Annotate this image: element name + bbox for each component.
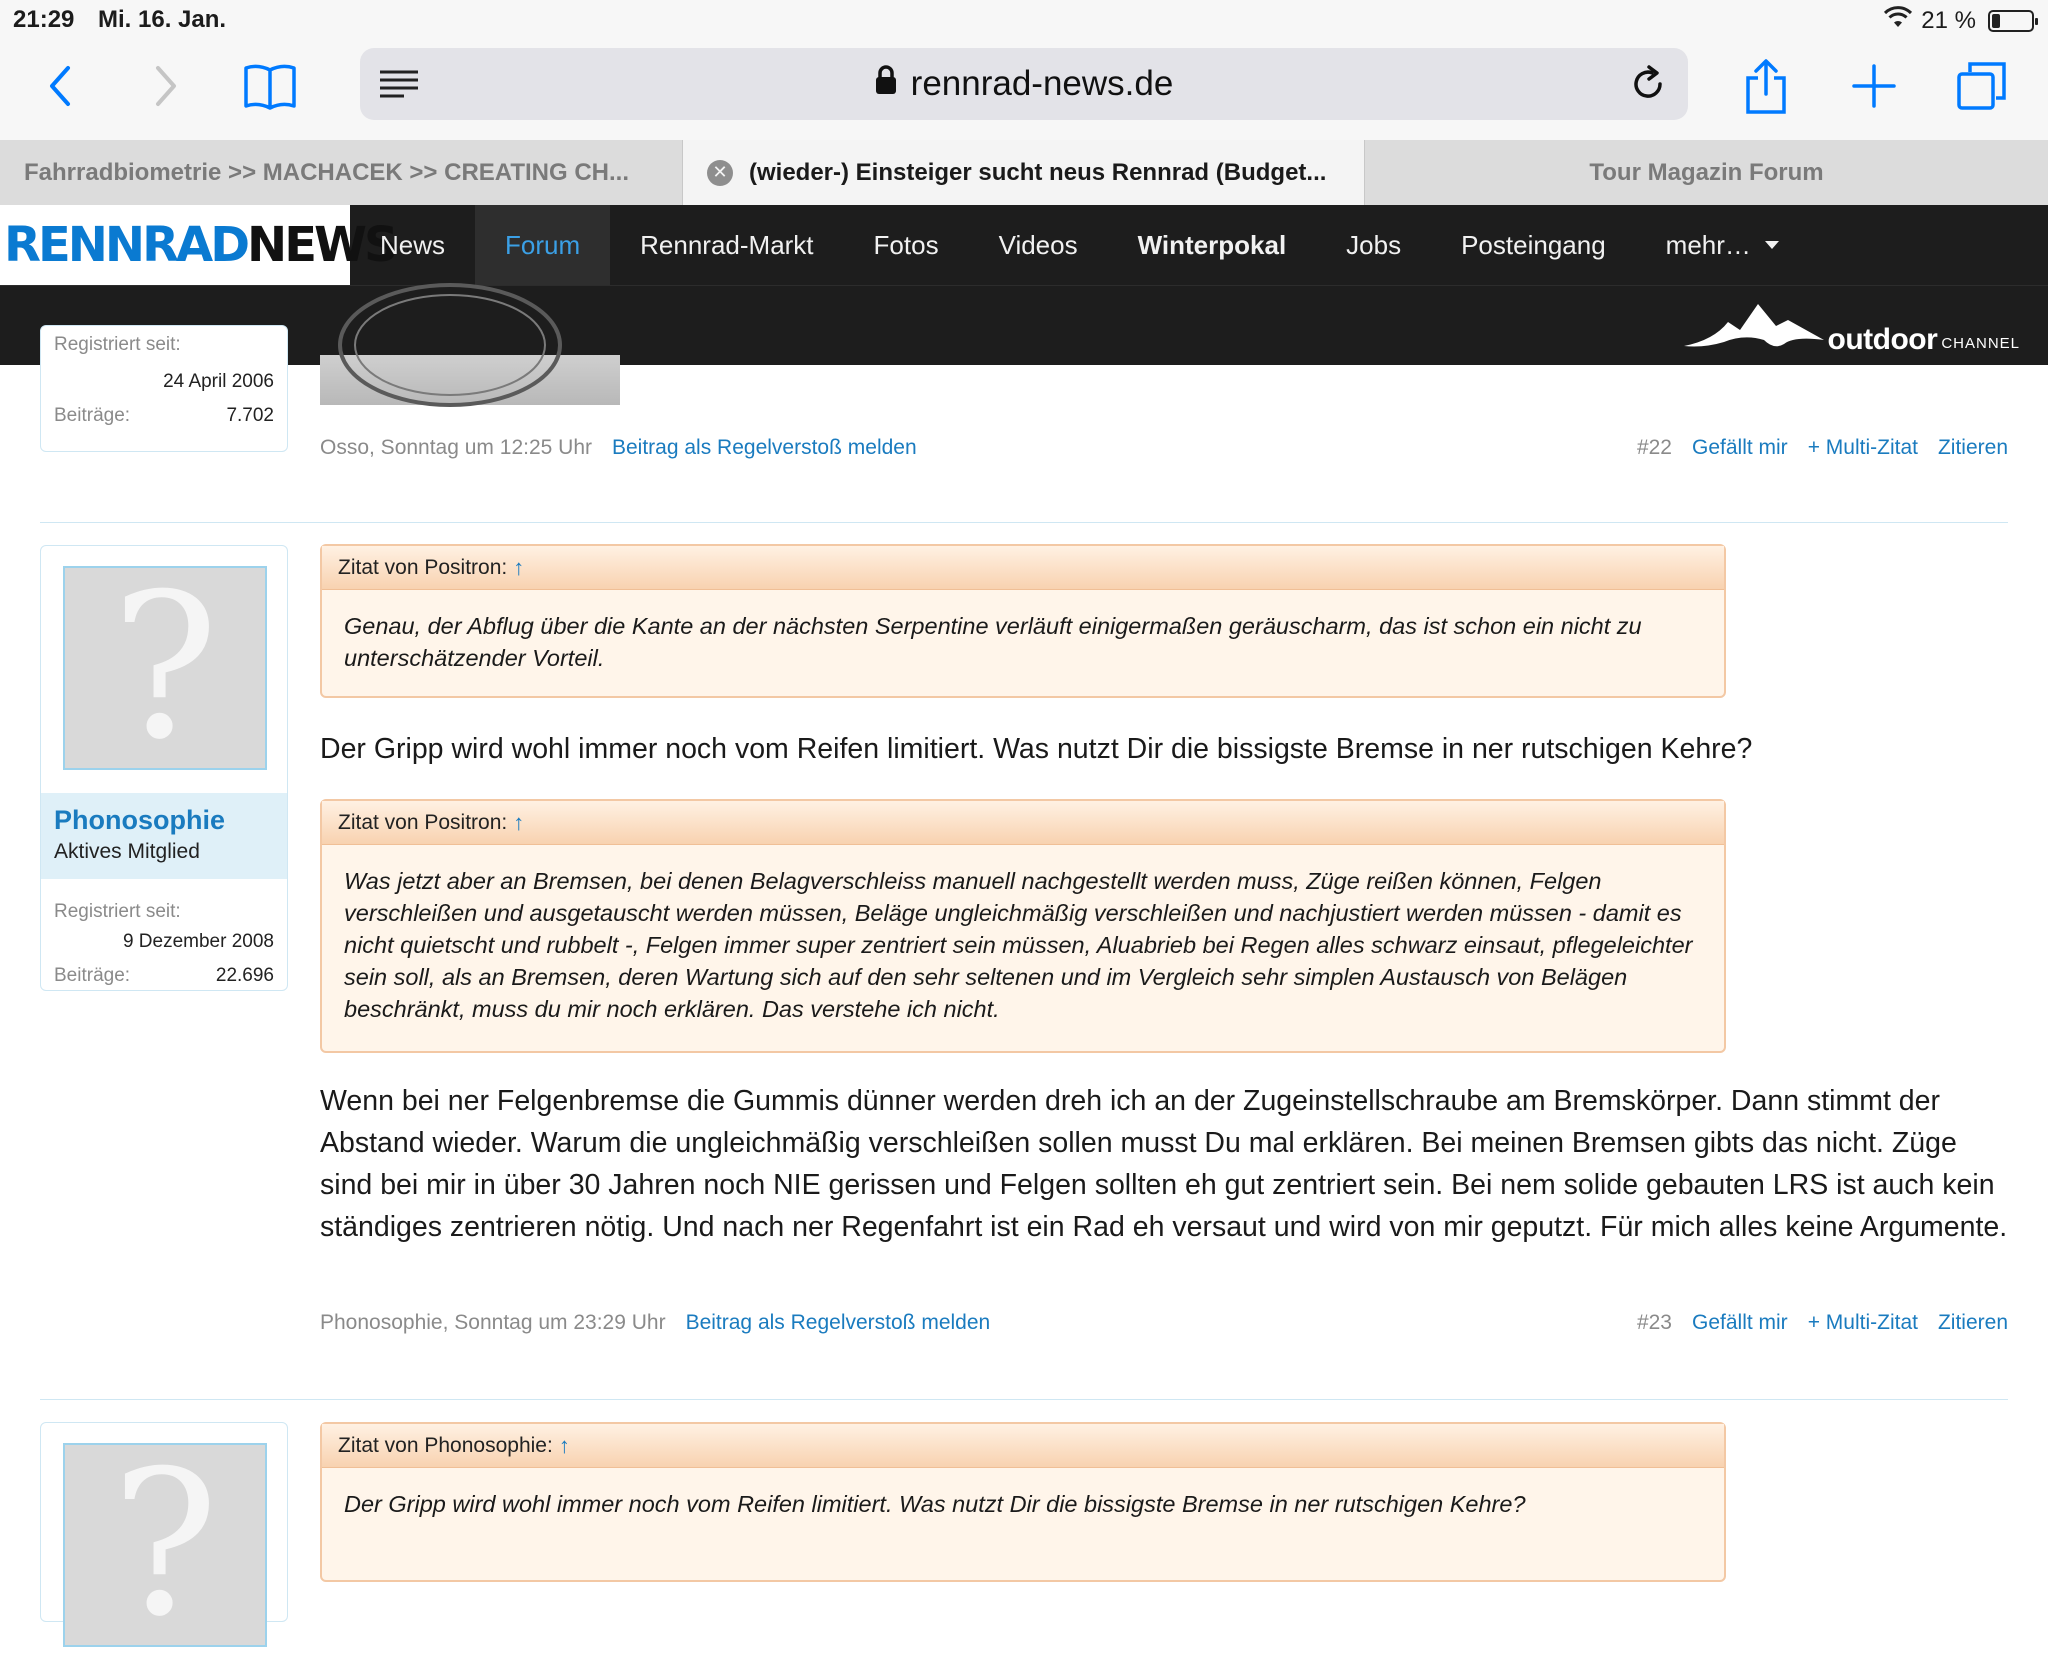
tab-label: (wieder-) Einsteiger sucht neus Rennrad (Budget... — [749, 158, 1327, 186]
post-meta: Osso, Sonntag um 12:25 Uhr — [320, 436, 592, 459]
registered-date: 9 Dezember 2008 — [122, 931, 274, 952]
logo-rennrad: RENNRAD — [4, 217, 248, 273]
quote-link[interactable]: Zitieren — [1937, 436, 2008, 459]
posts-label: Beiträge: — [54, 965, 131, 986]
post-number[interactable]: #22 — [1636, 436, 1672, 459]
post-separator — [40, 522, 2008, 523]
status-right — [1883, 5, 2034, 36]
avatar[interactable] — [63, 1428, 267, 1661]
nav-label: Rennrad-Markt — [640, 229, 814, 260]
url-text: rennrad-news.de — [910, 64, 1174, 103]
avatar[interactable] — [63, 551, 267, 784]
post-meta: Phonosophie, Sonntag um 23:29 Uhr — [320, 1311, 666, 1334]
posts-label: Beiträge: — [54, 405, 131, 426]
nav-label: Fotos — [873, 229, 939, 260]
tabs-icon[interactable] — [1952, 56, 2012, 116]
prev-user-box — [40, 325, 288, 452]
quote-block — [320, 799, 1726, 1053]
battery-level — [1992, 14, 2000, 28]
user-box — [40, 545, 288, 991]
user-id-block — [41, 793, 287, 879]
close-icon[interactable]: ✕ — [707, 160, 733, 186]
post-number[interactable]: #23 — [1636, 1311, 1672, 1334]
username[interactable]: Phonosophie — [54, 805, 225, 835]
arrow-up-icon[interactable]: ↑ — [513, 809, 525, 835]
nav-label: Jobs — [1346, 229, 1402, 260]
tab-fahrradbiometrie[interactable] — [0, 140, 683, 205]
like-link[interactable]: Gefällt mir — [1692, 1311, 1788, 1334]
multi-quote-link[interactable]: + Multi-Zitat — [1807, 436, 1918, 459]
nav-fotos[interactable] — [844, 205, 969, 285]
registered-date: 24 April 2006 — [163, 371, 274, 392]
browser-tabs — [0, 140, 2048, 205]
outdoor-channel-logo[interactable] — [1684, 300, 2020, 357]
nav-label: mehr… — [1665, 229, 1751, 260]
registered-label: Registriert seit: — [54, 901, 181, 922]
post-image[interactable] — [320, 355, 620, 405]
quote-link[interactable]: Zitieren — [1937, 1311, 2008, 1334]
quote-text: Der Gripp wird wohl immer noch vom Reifen limitiert. Was nutzt Dir die bissigste Bremse in ner rutschigen Kehre? — [344, 1491, 1526, 1517]
site-nav — [0, 205, 2048, 285]
quote-author: Zitat von Positron: — [338, 555, 508, 579]
nav-label: Winterpokal — [1137, 229, 1287, 260]
nav-winterpokal[interactable] — [1108, 205, 1317, 285]
tab-tour-magazin[interactable] — [1365, 140, 2048, 205]
nav-jobs[interactable] — [1316, 205, 1431, 285]
site-subbar — [0, 285, 2048, 365]
multi-quote-link[interactable]: + Multi-Zitat — [1807, 1311, 1918, 1334]
posts-count: 7.702 — [226, 405, 274, 426]
nav-forum[interactable] — [475, 205, 610, 285]
reply-text: Wenn bei ner Felgenbremse die Gummis dünner werden dreh ich an der Zugeinstellschraube am Bremskörper. Dann stimmt der Abstand wieder. Warum die ungleichmäßig verschleißen sollen musst Du mal erklären. Bei meinen Bremsen gibts das nicht. Züge sind bei mir in über 30 Jahren noch NIE gerissen und Felgen sollten eh gut zentriert sein. Bei nem solide gebauten LRS ist auch kein ständiges zentrieren nötig. Und nach ner Regenfahrt ist ein Rad eh versaut und wird von mir geputzt. Für mich alles keine Argumente. — [320, 1085, 2008, 1243]
arrow-up-icon[interactable]: ↑ — [513, 554, 525, 580]
wifi-icon — [1883, 5, 1913, 36]
quote-header — [322, 546, 1724, 590]
quote-author: Zitat von Positron: — [338, 810, 508, 834]
bicycle-wheel-icon — [320, 355, 620, 405]
next-user-box — [40, 1422, 288, 1661]
reload-icon[interactable] — [1628, 64, 1668, 109]
post-actions — [1637, 1311, 2008, 1335]
lock-icon — [875, 64, 897, 104]
plus-icon[interactable] — [1844, 56, 1904, 116]
reply-text: Der Gripp wird wohl immer noch vom Reifen limitiert. Was nutzt Dir die bissigste Bremse in ner rutschigen Kehre? — [320, 733, 1753, 765]
address-bar[interactable] — [360, 48, 1688, 120]
share-icon[interactable] — [1736, 56, 1796, 116]
quote-author: Zitat von Phonosophie: — [338, 1433, 553, 1457]
battery-percent: 21 % — [1921, 6, 1976, 34]
quote-header — [322, 801, 1724, 845]
user-title: Aktives Mitglied — [54, 840, 200, 863]
site-logo[interactable] — [0, 205, 396, 285]
post-separator — [40, 1399, 2008, 1400]
nav-mehr[interactable] — [1636, 205, 1809, 285]
tab-label: Tour Magazin Forum — [1589, 158, 1824, 186]
browser-toolbar — [0, 38, 2048, 140]
nav-rennrad-markt[interactable] — [610, 205, 843, 285]
tab-label: Fahrradbiometrie >> MACHACEK >> CREATING CH... — [24, 158, 629, 186]
nav-label: Posteingang — [1461, 229, 1606, 260]
outdoor-word: outdoor — [1827, 323, 1938, 356]
post-actions — [1637, 436, 2008, 460]
question-mark-icon: ? — [111, 1428, 219, 1661]
nav-items — [350, 205, 1809, 285]
outdoor-channel: CHANNEL — [1941, 335, 2020, 352]
status-date: Mi. 16. Jan. — [98, 6, 227, 33]
nav-videos[interactable] — [969, 205, 1108, 285]
nav-news[interactable] — [350, 205, 475, 285]
posts-count: 22.696 — [215, 965, 274, 986]
nav-posteingang[interactable] — [1431, 205, 1636, 285]
nav-label: News — [380, 229, 446, 260]
report-link[interactable]: Beitrag als Regelverstoß melden — [685, 1311, 991, 1334]
url-display[interactable] — [360, 48, 1688, 120]
mountain-icon — [1684, 300, 1824, 357]
logo-news: NEWS — [247, 217, 396, 273]
quote-header — [322, 1424, 1724, 1468]
tab-einsteiger[interactable] — [683, 140, 1365, 205]
quote-text: Genau, der Abflug über die Kante an der nächsten Serpentine verläuft einigermaßen geräuscharm, das ist schon ein nicht zu unterschätzender Vorteil. — [344, 613, 1642, 671]
quote-block — [320, 544, 1726, 698]
chevron-left-icon[interactable] — [30, 56, 90, 116]
prev-post-footer — [320, 433, 2008, 463]
caret-down-icon — [1765, 241, 1779, 249]
post-footer — [320, 1308, 2008, 1338]
report-link[interactable]: Beitrag als Regelverstoß melden — [612, 436, 917, 459]
registered-label: Registriert seit: — [54, 334, 181, 355]
nav-label: Forum — [505, 229, 581, 260]
chevron-right-icon[interactable] — [136, 56, 196, 116]
battery-icon — [1988, 10, 2034, 32]
quote-block — [320, 1422, 1726, 1582]
nav-label: Videos — [998, 229, 1078, 260]
question-mark-icon: ? — [111, 551, 219, 784]
status-bar — [0, 0, 2048, 38]
status-time: 21:29 — [13, 6, 75, 33]
arrow-up-icon[interactable]: ↑ — [558, 1432, 570, 1458]
book-icon[interactable] — [240, 56, 300, 116]
like-link[interactable]: Gefällt mir — [1692, 436, 1788, 459]
quote-text: Was jetzt aber an Bremsen, bei denen Belagverschleiss manuell nachgestellt werden muss, Züge reißen können, Felgen verschleißen und ausgetauscht werden müssen, Beläge ungleichmäßig verschleißen und nachjustiert werden müssen - damit es nicht quietscht und rubbelt -, Felgen immer super zentriert sein müssen, Aluabrieb bei Regen alles schwarz einsaut, pflegeleichter sein soll, als an Bremsen, deren Wartung sich auf den sehr seltenen und im Vergleich sehr simplen Austausch von Belägen beschränkt, muss du mir noch erklären. Das verstehe ich nicht. — [344, 868, 1693, 1022]
